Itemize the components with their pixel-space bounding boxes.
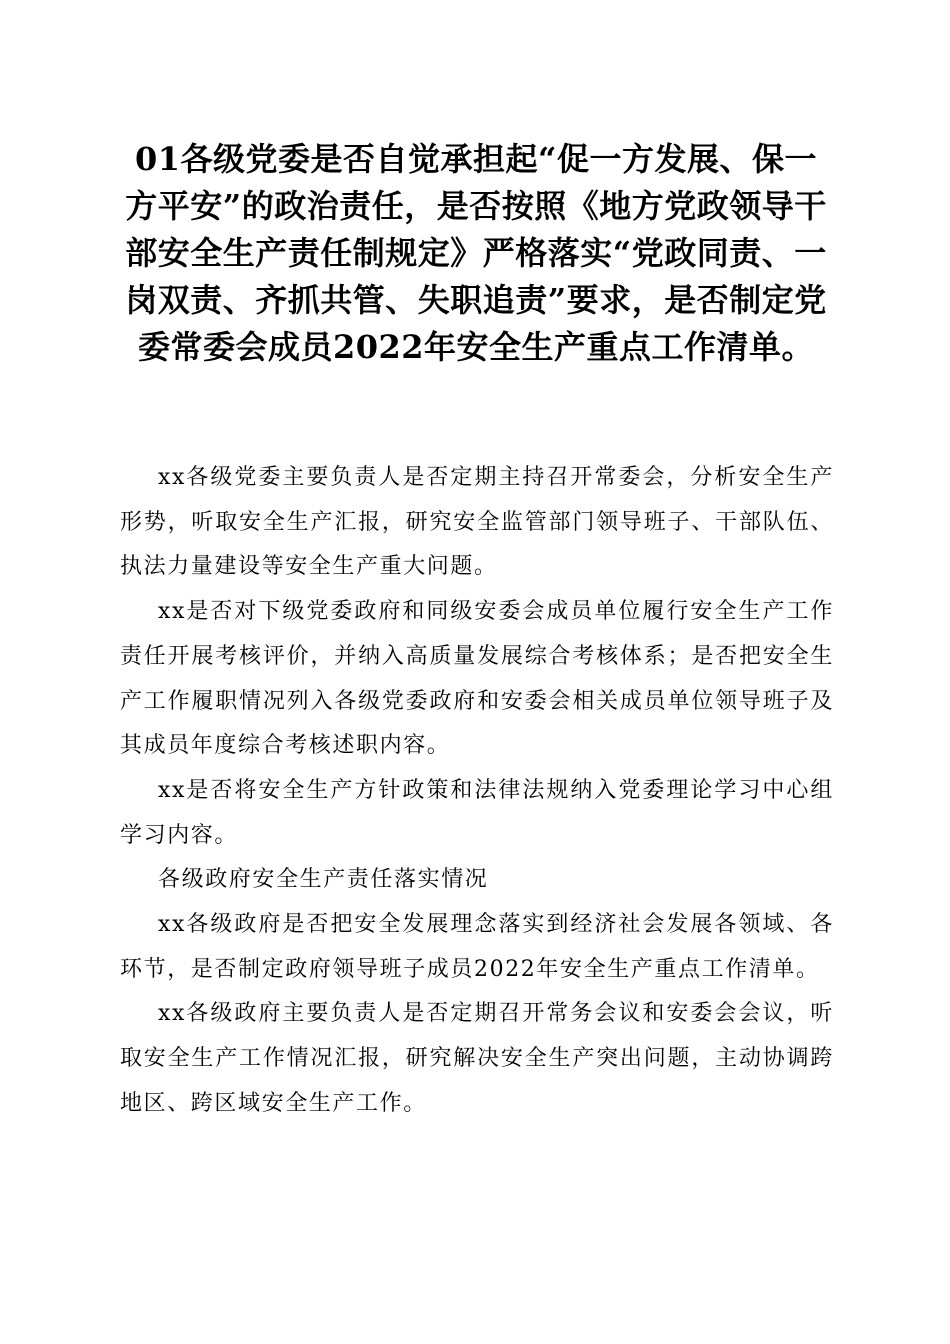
document-title: 01各级党委是否自觉承担起“促一方发展、保一方平安”的政治责任，是否按照《地方党政领导干部安全生产责任制规定》严格落实“党政同责、一岗双责、齐抓共管、失职追责”要求，是否制定党委常委会成员2022年安全生产重点工作清单。 (125, 140, 827, 366)
paragraph-government-meetings: xx各级政府主要负责人是否定期召开常务会议和安委会会议，听取安全生产工作情况汇报，研究解决安全生产突出问题，主动协调跨地区、跨区域安全生产工作。 (120, 1001, 834, 1116)
paragraph-development-concept: xx各级政府是否把安全发展理念落实到经济社会发展各领域、各环节，是否制定政府领导班子成员2022年安全生产重点工作清单。 (120, 912, 834, 982)
paragraph-assessment-evaluation: xx是否对下级党委政府和同级安委会成员单位履行安全生产工作责任开展考核评价，并纳入高质量发展综合考核体系；是否把安全生产工作履职情况列入各级党委政府和安委会相关成员单位领导班子及其成员年度综合考核述职内容。 (120, 599, 834, 759)
paragraph-party-committee-meetings: xx各级党委主要负责人是否定期主持召开常委会，分析安全生产形势，听取安全生产汇报，研究安全监管部门领导班子、干部队伍、执法力量建设等安全生产重大问题。 (120, 465, 834, 580)
section-heading-government-responsibility: 各级政府安全生产责任落实情况 (158, 867, 489, 893)
document-body (120, 456, 834, 1127)
paragraph-theory-study: xx是否将安全生产方针政策和法律法规纳入党委理论学习中心组学习内容。 (120, 777, 834, 848)
